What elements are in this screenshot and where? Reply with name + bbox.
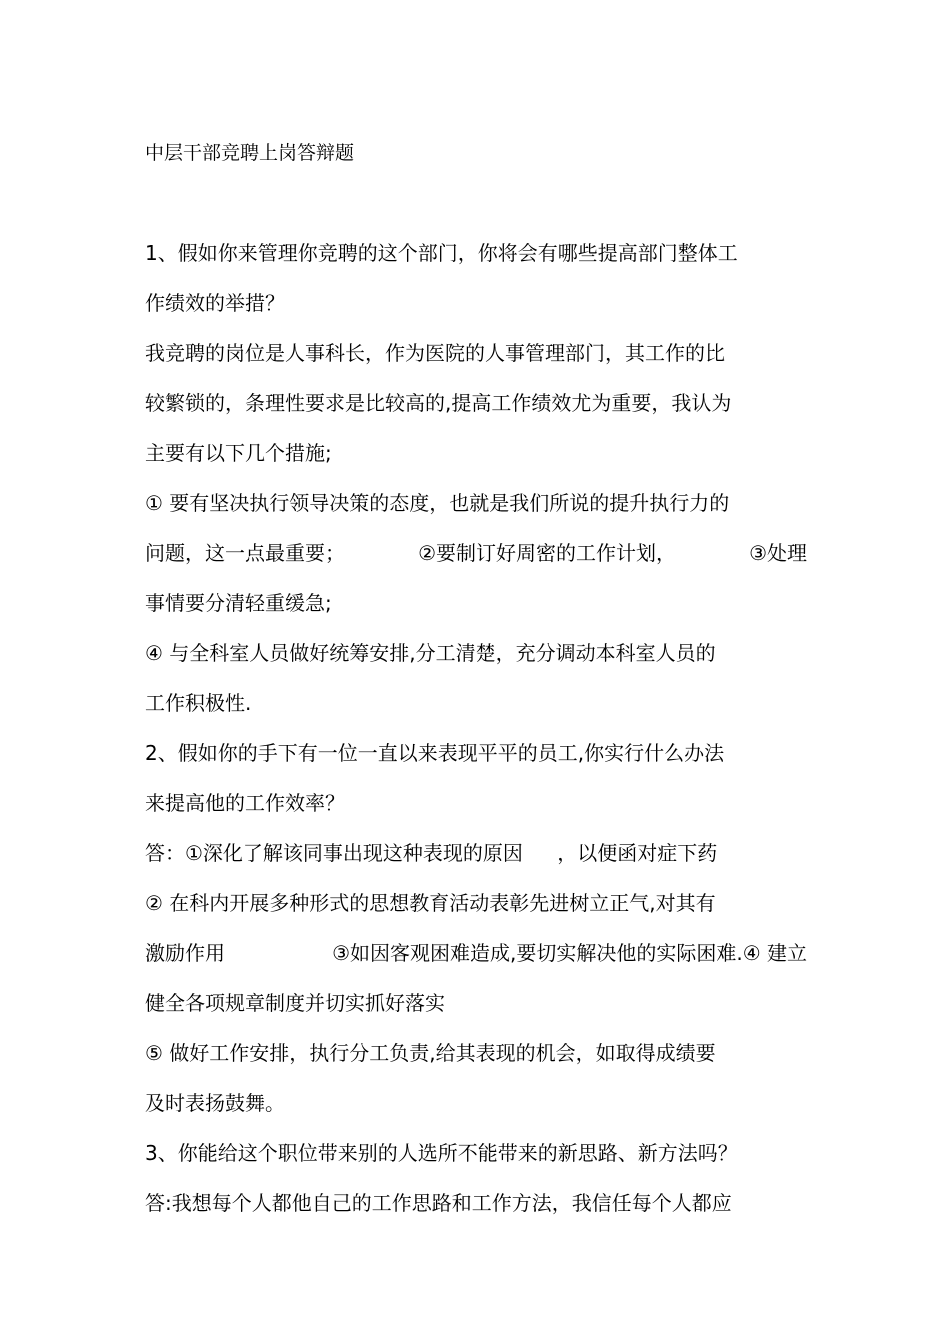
text-line-17: ⑤ 做好工作安排，执行分工负责,给其表现的机会，如取得成绩要 xyxy=(145,1041,716,1065)
text-line-7-part-3: ③处理 xyxy=(749,541,807,565)
text-line-2: 作绩效的举措？ xyxy=(145,291,285,315)
text-line-14: ② 在科内开展多种形式的思想教育活动表彰先进树立正气,对其有 xyxy=(145,891,716,915)
text-line-3: 我竞聘的岗位是人事科长，作为医院的人事管理部门，其工作的比 xyxy=(145,341,725,365)
text-line-11: 2、假如你的手下有一位一直以来表现平平的员工,你实行什么办法 xyxy=(145,741,725,765)
text-line-15-part-2: ③如因客观困难造成,要切实解决他的实际困难.④ 建立 xyxy=(332,941,807,965)
document-title: 中层干部竞聘上岗答辩题 xyxy=(145,142,355,164)
text-line-13-part-1: 答：①深化了解该同事出现这种表现的原因 xyxy=(145,841,523,865)
text-line-4: 较繁锁的，条理性要求是比较高的,提高工作绩效尤为重要，我认为 xyxy=(145,391,732,415)
text-line-1: 1、假如你来管理你竞聘的这个部门，你将会有哪些提高部门整体工 xyxy=(145,241,738,265)
text-line-16: 健全各项规章制度并切实抓好落实 xyxy=(145,991,445,1015)
text-line-20: 答:我想每个人都他自己的工作思路和工作方法，我信任每个人都应 xyxy=(145,1191,732,1215)
text-line-13-part-2: ，以便函对症下药 xyxy=(557,841,718,865)
text-line-15-part-1: 激励作用 xyxy=(145,941,225,965)
text-line-10: 工作积极性. xyxy=(145,691,252,715)
text-line-7 xyxy=(145,540,807,566)
text-line-9: ④ 与全科室人员做好统筹安排,分工清楚，充分调动本科室人员的 xyxy=(145,641,716,665)
text-line-18: 及时表扬鼓舞。 xyxy=(145,1091,285,1115)
text-line-12: 来提高他的工作效率？ xyxy=(145,791,345,815)
text-line-13 xyxy=(145,840,717,866)
text-line-19: 3、你能给这个职位带来别的人选所不能带来的新思路、新方法吗？ xyxy=(145,1141,738,1165)
text-line-6: ① 要有坚决执行领导决策的态度，也就是我们所说的提升执行力的 xyxy=(145,491,730,515)
text-line-15 xyxy=(145,940,807,966)
text-line-5: 主要有以下几个措施; xyxy=(145,441,332,465)
text-line-8: 事情要分清轻重缓急; xyxy=(145,591,332,615)
text-line-7-part-1: 问题，这一点最重要； xyxy=(145,541,345,565)
text-line-7-part-2: ②要制订好周密的工作计划， xyxy=(418,541,676,565)
